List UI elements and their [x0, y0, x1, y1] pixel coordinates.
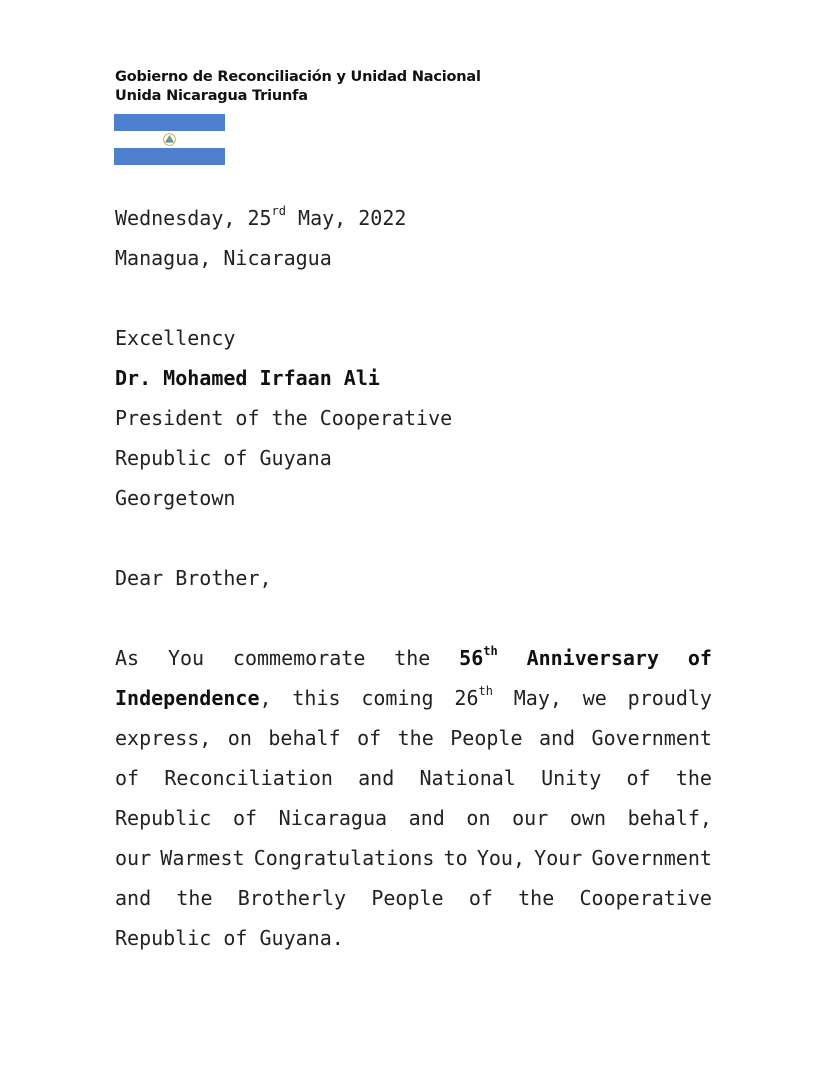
- body-word: Cooperative: [579, 886, 712, 910]
- anniversary-number-value: 56: [459, 646, 484, 670]
- day-number-value: 26: [454, 686, 479, 710]
- recipient-name: Dr. Mohamed Irfaan Ali: [115, 366, 380, 390]
- body-word: Government: [591, 846, 712, 870]
- body-word: of: [232, 806, 258, 830]
- body-word: People: [450, 726, 523, 750]
- body-word: You: [167, 646, 205, 670]
- body-line: [115, 686, 712, 710]
- independence-day-number: [454, 686, 493, 710]
- body-word: Government: [591, 726, 712, 750]
- body-line-last: Republic of Guyana.: [115, 926, 344, 950]
- body-word: May,: [513, 686, 562, 710]
- body-word: of: [626, 766, 651, 790]
- letter-date: [115, 206, 406, 230]
- body-line: [115, 886, 712, 910]
- nicaragua-flag: [114, 114, 225, 165]
- body-word: the: [518, 886, 555, 910]
- body-word: commemorate: [232, 646, 366, 670]
- body-word: Unity: [541, 766, 602, 790]
- recipient-salutation-title: Excellency: [115, 326, 236, 350]
- body-word-bold: Anniversary: [526, 646, 660, 670]
- body-word: Nicaragua: [278, 806, 388, 830]
- body-word: Republic: [115, 806, 212, 830]
- body-word: Brotherly: [237, 886, 347, 910]
- body-word: own: [569, 806, 607, 830]
- body-word: express,: [115, 726, 212, 750]
- coat-of-arms-icon: [163, 133, 176, 146]
- body-word: behalf,: [627, 806, 712, 830]
- body-line: [115, 766, 712, 790]
- body-word: People: [371, 886, 444, 910]
- day-ordinal-suffix: th: [478, 684, 493, 699]
- body-line: [115, 726, 712, 750]
- body-word: of: [468, 886, 493, 910]
- letter-greeting: Dear Brother,: [115, 566, 272, 590]
- date-day: Wednesday, 25: [115, 206, 272, 230]
- body-word: and: [538, 726, 576, 750]
- independence-phrase: [115, 686, 272, 710]
- body-word: proudly: [627, 686, 712, 710]
- body-word-bold: Independence: [115, 686, 260, 710]
- flag-middle-stripe: [114, 131, 225, 148]
- body-word: our: [115, 846, 152, 870]
- body-word: the: [397, 726, 434, 750]
- body-word: our: [512, 806, 549, 830]
- letterhead-motto: Unida Nicaragua Triunfa: [115, 88, 308, 104]
- body-word-bold: of: [687, 646, 712, 670]
- body-word: we: [582, 686, 607, 710]
- body-word: the: [394, 646, 431, 670]
- flag-top-stripe: [114, 114, 225, 131]
- body-word: Warmest: [160, 846, 245, 870]
- body-word: of: [115, 766, 140, 790]
- body-line: [115, 646, 712, 670]
- body-word: behalf: [268, 726, 341, 750]
- recipient-city: Georgetown: [115, 486, 236, 510]
- body-word: You,: [476, 846, 525, 870]
- body-word: Your: [534, 846, 583, 870]
- anniversary-ordinal-suffix: th: [483, 644, 498, 659]
- flag-bottom-stripe: [114, 148, 225, 165]
- letterhead: [115, 68, 481, 106]
- body-word: to: [443, 846, 468, 870]
- body-word: this: [292, 686, 341, 710]
- body-word: on: [227, 726, 252, 750]
- body-word: coming: [361, 686, 434, 710]
- letterhead-government: Gobierno de Reconciliación y Unidad Nacional: [115, 69, 481, 85]
- letter-place: Managua, Nicaragua: [115, 246, 332, 270]
- body-word: of: [357, 726, 382, 750]
- body-word: Reconciliation: [164, 766, 333, 790]
- body-word: Congratulations: [253, 846, 435, 870]
- recipient-title-line2: Republic of Guyana: [115, 446, 332, 470]
- date-ordinal-suffix: rd: [271, 204, 286, 219]
- recipient-title-line1: President of the Cooperative: [115, 406, 453, 430]
- body-word: and: [408, 806, 445, 830]
- body-word: on: [466, 806, 491, 830]
- body-word: and: [115, 886, 152, 910]
- body-word: National: [419, 766, 516, 790]
- body-word: the: [675, 766, 712, 790]
- body-line: [115, 846, 712, 870]
- body-punctuation: ,: [259, 686, 272, 710]
- date-month-year: May, 2022: [298, 206, 407, 230]
- body-line: [115, 806, 712, 830]
- anniversary-number: [459, 646, 498, 670]
- body-word: the: [176, 886, 213, 910]
- body-word: As: [115, 646, 140, 670]
- body-word: and: [358, 766, 395, 790]
